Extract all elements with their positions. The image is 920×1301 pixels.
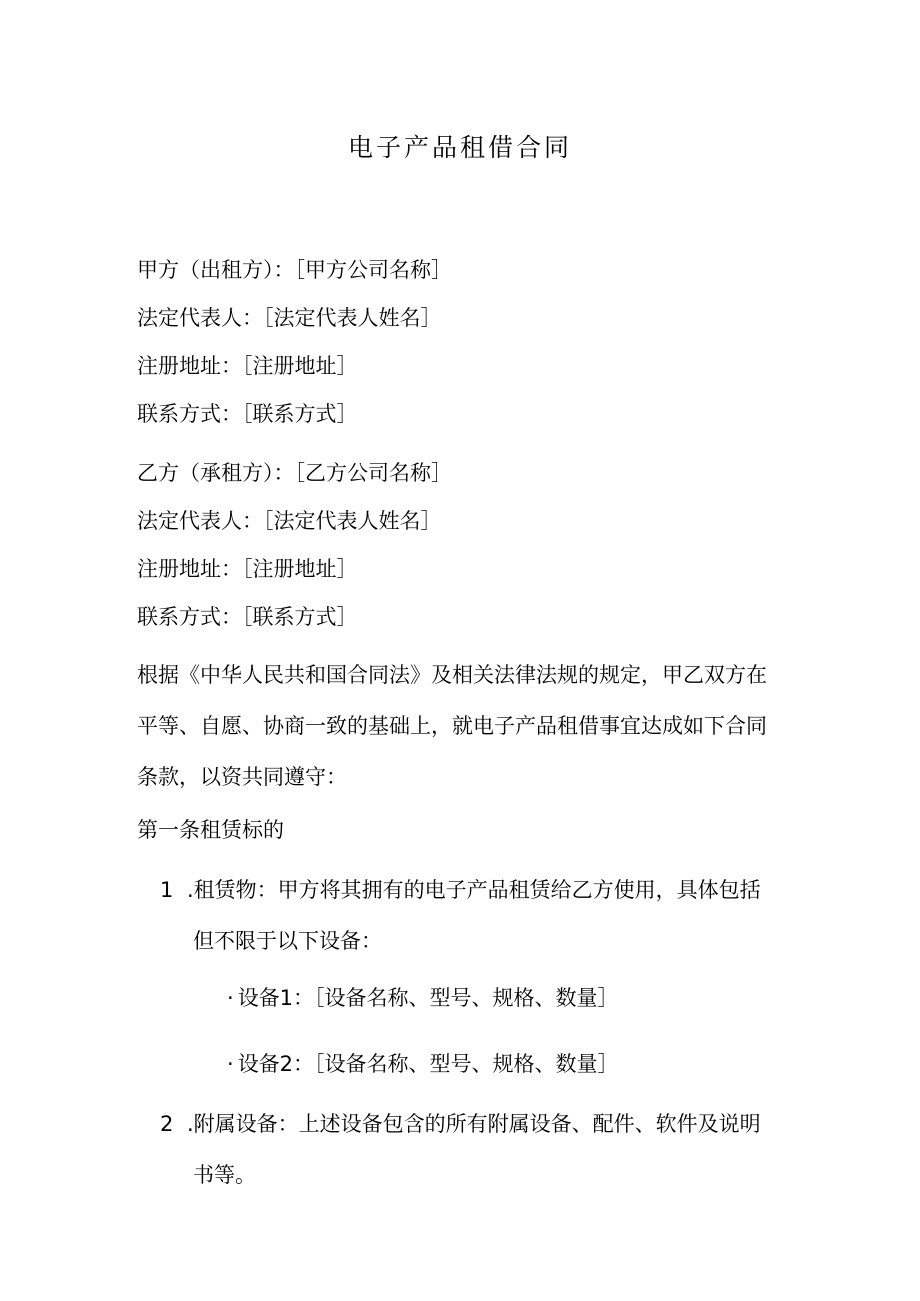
bullet-dot: · xyxy=(227,1052,234,1076)
item-text xyxy=(187,1109,787,1211)
party-b-heading: 乙方（承租方）：［乙方公司名称］ xyxy=(137,461,452,485)
item-number: 1 xyxy=(160,878,174,902)
item-line: .租赁物：甲方将其拥有的电子产品租赁给乙方使用，具体包括 xyxy=(187,878,761,902)
party-b-representative: 法定代表人：［法定代表人姓名］ xyxy=(137,509,442,533)
party-b-contact: 联系方式：［联系方式］ xyxy=(137,605,358,629)
preamble-paragraph xyxy=(137,660,797,813)
equipment-bullet-2 xyxy=(227,1049,619,1079)
item-line: 书等。 xyxy=(193,1163,256,1187)
item-line: 但不限于以下设备： xyxy=(193,929,382,953)
bullet-text: 设备1：［设备名称、型号、规格、数量］ xyxy=(237,986,619,1010)
party-a-address: 注册地址：［注册地址］ xyxy=(137,354,358,378)
item-line: .附属设备：上述设备包含的所有附属设备、配件、软件及说明 xyxy=(187,1112,761,1136)
party-a-contact: 联系方式：［联系方式］ xyxy=(137,402,358,426)
party-b-address: 注册地址：［注册地址］ xyxy=(137,557,358,581)
preamble-line: 条款，以资共同遵守： xyxy=(137,765,347,789)
party-a-representative: 法定代表人：［法定代表人姓名］ xyxy=(137,306,442,330)
bullet-dot: · xyxy=(227,986,234,1010)
document-title: 电子产品租借合同 xyxy=(347,133,572,162)
bullet-text: 设备2：［设备名称、型号、规格、数量］ xyxy=(237,1052,619,1076)
party-a-heading: 甲方（出租方）：［甲方公司名称］ xyxy=(137,258,452,282)
item-text xyxy=(187,875,787,977)
preamble-line: 根据《中华人民共和国合同法》及相关法律法规的规定，甲乙双方在 xyxy=(137,663,767,687)
equipment-bullet-1 xyxy=(227,983,619,1013)
preamble-line: 平等、自愿、协商一致的基础上，就电子产品租借事宜达成如下合同 xyxy=(137,714,767,738)
item-number: 2 xyxy=(160,1112,174,1136)
article-1-heading: 第一条租赁标的 xyxy=(137,818,284,842)
